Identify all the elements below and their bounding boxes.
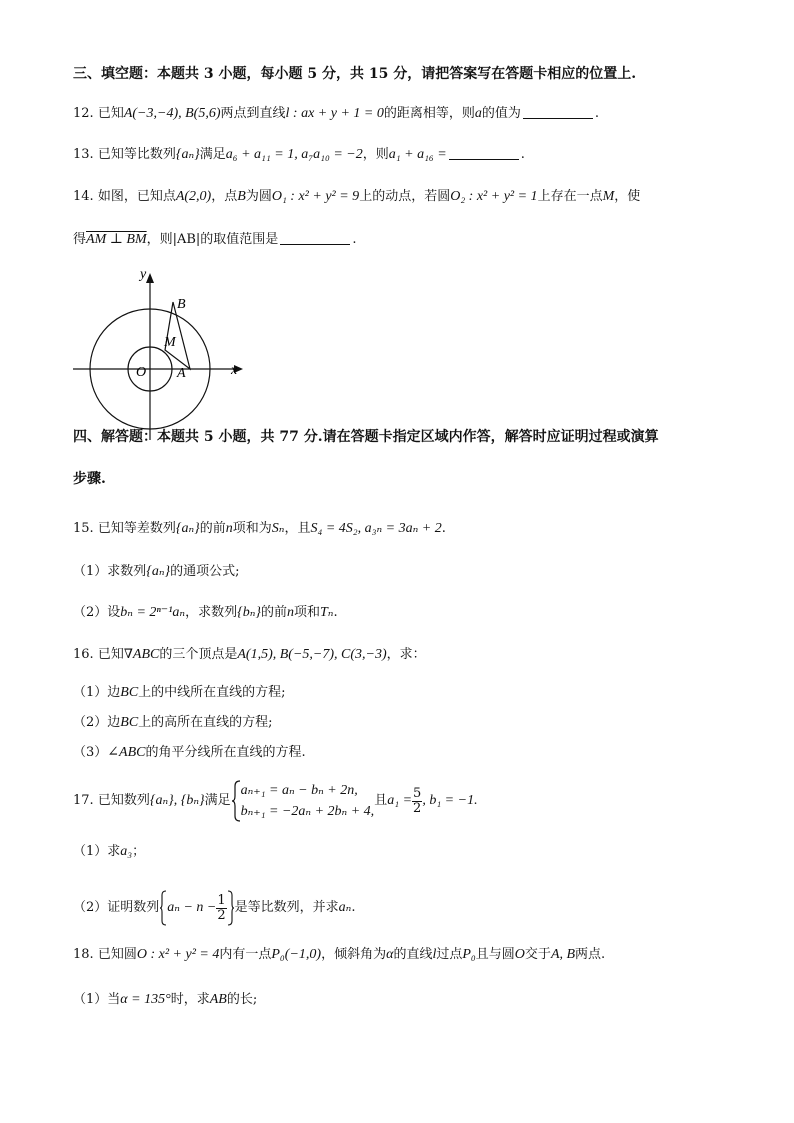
q18-part-1 bbox=[73, 990, 257, 1010]
q14-text-8: ，则|AB|的取值范围是 bbox=[146, 232, 279, 247]
q14-text-5: 上存在一点 bbox=[537, 189, 603, 204]
q14-text-3: 为圆 bbox=[245, 189, 272, 204]
q18-ab: A, B bbox=[550, 947, 576, 962]
q15-p1-seq: {aₙ} bbox=[146, 564, 171, 579]
q16-p3-angle: ∠ABC bbox=[107, 745, 146, 760]
q14-point-m: M bbox=[602, 189, 615, 204]
question-17 bbox=[73, 780, 478, 822]
q13-number: 13. bbox=[73, 147, 94, 162]
q15-p2-text-1: ，求数列 bbox=[185, 605, 238, 620]
q15-text-2: 的前 bbox=[199, 521, 226, 536]
q16-part-1 bbox=[73, 683, 286, 703]
q16-p1-bc: BC bbox=[120, 685, 139, 700]
q17-p1-end: ； bbox=[132, 844, 146, 859]
q18-p0: P₀ bbox=[462, 947, 476, 962]
q14-text-2: ，点 bbox=[211, 189, 238, 204]
q17-text-2: 满足 bbox=[204, 793, 231, 808]
q17-p2-expr: aₙ − n − bbox=[167, 900, 217, 915]
q17-system bbox=[231, 780, 375, 822]
q16-p2-b: 上的高所在直线的方程; bbox=[138, 715, 273, 730]
q15-p2-end: . bbox=[333, 605, 338, 620]
q15-part-2 bbox=[73, 603, 338, 623]
q18-point-p0: P₀(−1,0) bbox=[271, 947, 322, 962]
q14-figure bbox=[65, 262, 255, 444]
q15-p2-bn: bₙ = 2ⁿ⁻¹aₙ bbox=[120, 605, 186, 620]
q12-answer-blank bbox=[523, 105, 593, 119]
q18-text-7: 交于 bbox=[524, 947, 551, 962]
left-brace-icon bbox=[231, 780, 241, 822]
q16-text-2: 的三个顶点是 bbox=[159, 647, 238, 662]
q17-p1-text: （1）求 bbox=[73, 844, 121, 859]
q17-b1: , b₁ = −1. bbox=[422, 793, 478, 808]
q15-part-1 bbox=[73, 562, 240, 582]
q16-p2-bc: BC bbox=[120, 715, 139, 730]
q14-end: . bbox=[352, 232, 357, 247]
q15-p1-text-2: 的通项公式; bbox=[170, 564, 240, 579]
question-12 bbox=[73, 104, 599, 124]
q18-p1-text: （1）当 bbox=[73, 992, 121, 1007]
q12-points: A(−3,−4), B(5,6) bbox=[123, 106, 221, 121]
section-4-header-line-1: 四、解答题：本题共 5 小题，共 77 分.请在答题卡指定区域内作答，解答时应证明过程或演算 bbox=[73, 429, 659, 445]
q15-conditions: S₄ = 4S₂, a₃ₙ = 3aₙ + 2 bbox=[310, 521, 442, 536]
q13-conditions: a₆ + a₁₁ = 1, a₇a₁₀ = −2 bbox=[225, 147, 363, 162]
label-y: y bbox=[140, 267, 147, 282]
q15-p2-n: n bbox=[286, 605, 294, 620]
q15-number: 15. bbox=[73, 521, 94, 536]
q18-line-l: l bbox=[432, 947, 437, 962]
q15-text-3: 项和为 bbox=[232, 521, 272, 536]
q18-circle: O : x² + y² = 4 bbox=[136, 947, 220, 962]
label-a: A bbox=[177, 366, 186, 381]
q17-p2-text: （2）证明数列 bbox=[73, 900, 160, 915]
q16-p3-a: （3） bbox=[73, 745, 108, 760]
q14-number: 14. bbox=[73, 189, 94, 204]
q16-text-1: 已知∇ bbox=[97, 647, 133, 662]
section-4-header-line-2: 步骤. bbox=[73, 471, 106, 487]
q17-frac-den: 2 bbox=[413, 800, 422, 816]
q14-point-b: B bbox=[237, 189, 246, 204]
q13-target: a₁ + a₁₆ = bbox=[388, 147, 447, 162]
q17-fraction bbox=[412, 787, 422, 816]
q17-a1: a₁ = bbox=[387, 793, 413, 808]
q14-point-a: A(2,0) bbox=[175, 189, 212, 204]
q17-system-line-1: aₙ₊₁ = aₙ − bₙ + 2n, bbox=[240, 783, 358, 798]
q15-n: n bbox=[225, 521, 233, 536]
q18-o: O bbox=[514, 947, 525, 962]
q16-p2-a: （2）边 bbox=[73, 715, 121, 730]
q16-vertices: A(1,5), B(−5,−7), C(3,−3) bbox=[237, 647, 387, 662]
q14-circle-o1: O₁ : x² + y² = 9 bbox=[271, 189, 360, 204]
q16-p1-b: 上的中线所在直线的方程; bbox=[138, 685, 286, 700]
q14-text-4: 上的动点，若圆 bbox=[359, 189, 451, 204]
q14-text-7: 得 bbox=[73, 232, 87, 247]
question-15 bbox=[73, 519, 446, 539]
q16-part-2 bbox=[73, 713, 273, 733]
label-m: M bbox=[164, 335, 176, 350]
question-13 bbox=[73, 145, 525, 165]
q17-p2-end: . bbox=[351, 900, 356, 915]
q17-text-1: 已知数列 bbox=[97, 793, 150, 808]
q15-end: . bbox=[441, 521, 446, 536]
q15-p1-text: （1）求数列 bbox=[73, 564, 147, 579]
q17-p2-frac-den: 2 bbox=[217, 907, 226, 923]
q18-text-6: 且与圆 bbox=[475, 947, 515, 962]
q18-p1-end: 的长; bbox=[226, 992, 258, 1007]
q18-alpha: α bbox=[386, 947, 394, 962]
q13-answer-blank bbox=[449, 146, 519, 160]
right-brace-icon bbox=[227, 890, 235, 926]
q13-sequence: {aₙ} bbox=[175, 147, 200, 162]
y-axis-arrow-icon bbox=[146, 273, 154, 283]
question-14-line-1 bbox=[73, 187, 640, 207]
q17-system-line-2: bₙ₊₁ = −2aₙ + 2bₙ + 4, bbox=[240, 804, 375, 819]
q15-sequence: {aₙ} bbox=[175, 521, 200, 536]
q17-part-1 bbox=[73, 842, 145, 862]
q13-text-2: 满足 bbox=[199, 147, 226, 162]
q15-text-1: 已知等差数列 bbox=[97, 521, 176, 536]
q16-part-3 bbox=[73, 743, 306, 763]
q14-text-1: 如图，已知点 bbox=[97, 189, 176, 204]
q15-p2-text-3: 项和 bbox=[293, 605, 320, 620]
question-16 bbox=[73, 645, 426, 665]
q17-number: 17. bbox=[73, 793, 94, 808]
label-o: O bbox=[136, 365, 147, 380]
q14-text-6: ，使 bbox=[614, 189, 641, 204]
q15-p2-seq: {bₙ} bbox=[237, 605, 261, 620]
q15-p2-text: （2）设 bbox=[73, 605, 121, 620]
q17-p2-fraction bbox=[216, 894, 226, 923]
q17-p1-a3: a₃ bbox=[120, 844, 133, 859]
q17-p2-an: aₙ bbox=[338, 900, 352, 915]
question-14-line-2 bbox=[73, 230, 356, 250]
question-18 bbox=[73, 945, 605, 965]
section-3-header: 三、填空题：本题共 3 小题，每小题 5 分，共 15 分，请把答案写在答题卡相应的位置上. bbox=[73, 66, 637, 82]
q18-text-4: 的直线 bbox=[393, 947, 433, 962]
q16-p3-b: 的角平分线所在直线的方程. bbox=[145, 745, 306, 760]
q17-p2-frac-num: 1 bbox=[217, 892, 226, 908]
q17-p2-text-2: 是等比数列，并求 bbox=[234, 900, 339, 915]
q12-end: . bbox=[594, 106, 600, 121]
q12-number: 12. bbox=[73, 106, 94, 121]
label-b: B bbox=[177, 297, 186, 312]
q12-text-1: 已知 bbox=[97, 106, 124, 121]
q18-p1-angle: α = 135° bbox=[120, 992, 171, 1007]
q15-sn: Sₙ bbox=[271, 521, 285, 536]
q12-var-a: a bbox=[474, 106, 482, 121]
q18-text-3: ，倾斜角为 bbox=[321, 947, 387, 962]
q14-perpendicular: AM ⊥ BM bbox=[86, 232, 147, 247]
q18-text-2: 内有一点 bbox=[219, 947, 272, 962]
q15-p2-tn: Tₙ bbox=[320, 605, 334, 620]
q18-number: 18. bbox=[73, 947, 94, 962]
q12-text-4: 的值为 bbox=[481, 106, 521, 121]
q17-frac-num: 5 bbox=[413, 785, 422, 801]
q16-triangle: ABC bbox=[132, 647, 160, 662]
q16-text-3: ，求： bbox=[386, 647, 426, 662]
q13-text-1: 已知等比数列 bbox=[97, 147, 176, 162]
q17-part-2 bbox=[73, 890, 355, 926]
q13-text-3: ，则 bbox=[362, 147, 389, 162]
q12-line-equation: l : ax + y + 1 = 0 bbox=[285, 106, 384, 121]
q15-text-4: ，且 bbox=[284, 521, 311, 536]
q17-text-3: 且 bbox=[374, 793, 388, 808]
label-x: x bbox=[231, 363, 238, 378]
q14-circle-o2: O₂ : x² + y² = 1 bbox=[450, 189, 538, 204]
q18-p1-text-2: 时，求 bbox=[170, 992, 210, 1007]
q18-text-8: 两点. bbox=[575, 947, 606, 962]
q16-p1-a: （1）边 bbox=[73, 685, 121, 700]
q17-sequences: {aₙ}, {bₙ} bbox=[149, 793, 205, 808]
q14-answer-blank bbox=[280, 231, 350, 245]
q12-text-2: 两点到直线 bbox=[220, 106, 286, 121]
q18-text-1: 已知圆 bbox=[97, 947, 137, 962]
q15-p2-text-2: 的前 bbox=[260, 605, 287, 620]
q16-number: 16. bbox=[73, 647, 94, 662]
q13-end: . bbox=[520, 147, 525, 162]
q12-text-3: 的距离相等，则 bbox=[383, 106, 475, 121]
q18-p1-ab: AB bbox=[209, 992, 227, 1007]
q18-text-5: 过点 bbox=[436, 947, 463, 962]
